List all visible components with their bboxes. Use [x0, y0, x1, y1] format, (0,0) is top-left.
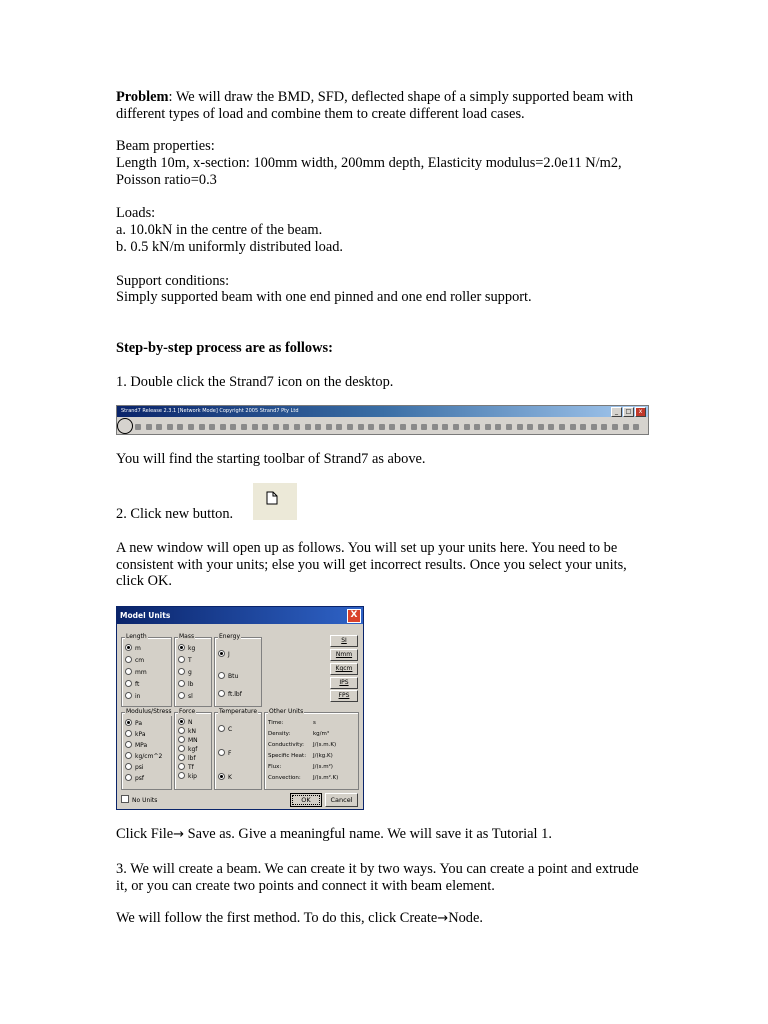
force-option-kip[interactable]: kip [178, 772, 197, 781]
length-option-mm[interactable]: mm [125, 668, 147, 677]
toolbar-tool-icon[interactable] [474, 424, 480, 430]
support-text: Simply supported beam with one end pinned and one end roller support. [116, 289, 532, 305]
new-window-text: A new window will open up as follows. You will set up your units here. You need to be consistent with your units; else you will get incorrect results. Once you select your units, click OK. [116, 540, 627, 589]
mass-group [174, 633, 212, 707]
stress-option-kpa[interactable]: kPa [125, 730, 146, 739]
maximize-button[interactable]: □ [623, 407, 634, 417]
problem-text: : We will draw the BMD, SFD, deflected shape of a simply supported beam with different types of load and combine them to create different load cases. [116, 89, 634, 122]
toolbar-tool-icon[interactable] [548, 424, 554, 430]
toolbar-tool-icon[interactable] [241, 424, 247, 430]
flux-label: Flux: [268, 764, 282, 770]
dialog-close-button[interactable]: X [347, 609, 361, 623]
support-heading: Support conditions: [116, 273, 230, 289]
length-option-cm[interactable]: cm [125, 656, 144, 665]
toolbar-tool-icon[interactable] [135, 424, 141, 430]
kgcm-units-button[interactable]: Kgcm [330, 663, 358, 675]
load-b: b. 0.5 kN/m uniformly distributed load. [116, 239, 344, 255]
toolbar-tool-icon[interactable] [442, 424, 448, 430]
toolbar-tool-icon[interactable] [538, 424, 544, 430]
toolbar-tool-icon[interactable] [167, 424, 173, 430]
toolbar-tool-icon[interactable] [612, 424, 618, 430]
other-units-group [264, 708, 359, 790]
save-as-instruction: Click File→ Save as. Give a meaningful name. We will save it as Tutorial 1. [116, 826, 552, 842]
toolbar-tool-icon[interactable] [379, 424, 385, 430]
right-arrow-icon: → [173, 827, 185, 842]
window-buttons [611, 407, 646, 417]
toolbar-tool-icon[interactable] [273, 424, 279, 430]
toolbar-caption: You will find the starting toolbar of Strand7 as above. [116, 451, 426, 467]
temperature-group-label: Temperature [219, 708, 258, 715]
toolbar-tool-icon[interactable] [591, 424, 597, 430]
stress-option-mpa[interactable]: MPa [125, 741, 147, 750]
toolbar-tool-icon[interactable] [400, 424, 406, 430]
toolbar-tool-icon[interactable] [421, 424, 427, 430]
force-option-mn[interactable]: MN [178, 736, 198, 745]
toolbar-tool-icon[interactable] [559, 424, 565, 430]
fps-units-button[interactable]: FPS [330, 690, 358, 702]
cancel-button[interactable]: Cancel [325, 793, 358, 807]
energy-group-label: Energy [219, 633, 241, 640]
toolbar-tool-icon[interactable] [411, 424, 417, 430]
mass-option-kg[interactable]: kg [178, 644, 195, 653]
conductivity-label: Conductivity: [268, 742, 305, 748]
problem-label: Problem [116, 89, 169, 105]
length-option-ft[interactable]: ft [125, 680, 139, 689]
step-2: 2. Click new button. [116, 506, 234, 522]
toolbar-tool-icon[interactable] [368, 424, 374, 430]
toolbar-tool-icon[interactable] [485, 424, 491, 430]
si-units-button[interactable]: SI [330, 635, 358, 647]
temperature-option-k[interactable]: K [218, 773, 232, 782]
toolbar-tool-icon[interactable] [358, 424, 364, 430]
temperature-option-c[interactable]: C [218, 725, 232, 734]
mass-option-sl[interactable]: sl [178, 692, 193, 701]
minimize-button[interactable]: _ [611, 407, 622, 417]
temperature-option-f[interactable]: F [218, 749, 231, 758]
no-units-label: No Units [132, 797, 158, 804]
step-3: 3. We will create a beam. We can create it by two ways. You can create a point and extrude it, or you can create two points and connect it with beam element. [116, 861, 639, 894]
force-option-lbf[interactable]: lbf [178, 754, 196, 763]
length-group-label: Length [126, 633, 147, 640]
beam-properties-text: Length 10m, x-section: 100mm width, 200mm depth, Elasticity modulus=2.0e11 N/m2, Poisson ratio=0.3 [116, 155, 622, 188]
toolbar-tool-icon[interactable] [262, 424, 268, 430]
toolbar-tool-icon[interactable] [209, 424, 215, 430]
step-1: 1. Double click the Strand7 icon on the desktop. [116, 374, 394, 390]
mass-option-lb[interactable]: lb [178, 680, 193, 689]
force-group-label: Force [179, 708, 196, 715]
mass-option-g[interactable]: g [178, 668, 192, 677]
toolbar-tool-icon[interactable] [527, 424, 533, 430]
toolbar-tool-icon[interactable] [347, 424, 353, 430]
close-button[interactable]: x [635, 407, 646, 417]
force-option-kgf[interactable]: kgf [178, 745, 197, 754]
toolbar-tool-icon[interactable] [199, 424, 205, 430]
conductivity-value: J/(s.m.K) [313, 742, 337, 748]
new-button-image[interactable] [253, 483, 297, 520]
stress-option-psf[interactable]: psf [125, 774, 144, 783]
toolbar-tool-icon[interactable] [177, 424, 183, 430]
toolbar-tool-icon[interactable] [188, 424, 194, 430]
stress-option-pa[interactable]: Pa [125, 719, 142, 728]
mass-option-t[interactable]: T [178, 656, 192, 665]
temperature-group [214, 708, 262, 790]
toolbar-title: Strand7 Release 2.3.1 [Network Mode] Copyright 2005 Strand7 Pty Ltd [117, 406, 648, 417]
length-option-m[interactable]: m [125, 644, 141, 653]
energy-option-btu[interactable]: Btu [218, 672, 238, 681]
toolbar-tool-icon[interactable] [623, 424, 629, 430]
toolbar-tool-icon[interactable] [283, 424, 289, 430]
density-value: kg/m³ [313, 731, 330, 737]
energy-option-j[interactable]: J [218, 650, 230, 659]
model-units-dialog [116, 606, 364, 810]
stress-group-label: Modulus/Stress [126, 708, 172, 715]
force-group [174, 708, 212, 790]
ok-button[interactable]: OK [290, 793, 322, 807]
beam-heading: Beam properties: [116, 138, 215, 154]
specific-heat-label: Specific Heat: [268, 753, 307, 759]
convection-value: J/(s.m².K) [313, 775, 339, 781]
nmm-units-button[interactable]: Nmm [330, 649, 358, 661]
toolbar-tool-icon[interactable] [156, 424, 162, 430]
dialog-titlebar [117, 607, 363, 624]
toolbar-tool-icon[interactable] [315, 424, 321, 430]
ips-units-button[interactable]: IPS [330, 677, 358, 689]
toolbar-tool-icon[interactable] [389, 424, 395, 430]
energy-option-ftlbf[interactable]: ft.lbf [218, 690, 242, 699]
dialog-title: Model Units [120, 611, 171, 620]
stress-group [121, 708, 172, 790]
time-value: s [313, 720, 316, 726]
right-arrow-icon: → [437, 911, 449, 926]
toolbar-tool-icon[interactable] [294, 424, 300, 430]
specific-heat-value: J/(kg.K) [313, 753, 333, 759]
toolbar-tool-icon[interactable] [633, 424, 639, 430]
stress-option-kgcm2[interactable]: kg/cm^2 [125, 752, 162, 761]
toolbar-tool-icon[interactable] [336, 424, 342, 430]
new-file-icon [265, 491, 279, 505]
convection-label: Convection: [268, 775, 301, 781]
length-group [121, 633, 172, 707]
toolbar-tool-icon[interactable] [252, 424, 258, 430]
toolbar-tool-icon[interactable] [580, 424, 586, 430]
other-units-label: Other Units [269, 708, 304, 715]
strand7-toolbar-screenshot [116, 405, 649, 435]
toolbar-icons [123, 422, 644, 432]
toolbar-tool-icon[interactable] [230, 424, 236, 430]
force-option-kn[interactable]: kN [178, 727, 196, 736]
toolbar-tool-icon[interactable] [305, 424, 311, 430]
loads-heading: Loads: [116, 205, 156, 221]
toolbar-tool-icon[interactable] [220, 424, 226, 430]
toolbar-tool-icon[interactable] [432, 424, 438, 430]
length-option-in[interactable]: in [125, 692, 140, 701]
toolbar-tool-icon[interactable] [146, 424, 152, 430]
mass-group-label: Mass [179, 633, 195, 640]
toolbar-tool-icon[interactable] [326, 424, 332, 430]
force-option-n[interactable]: N [178, 718, 193, 727]
energy-group [214, 633, 262, 707]
load-a: a. 10.0kN in the centre of the beam. [116, 222, 323, 238]
toolbar-tool-icon[interactable] [495, 424, 501, 430]
toolbar-tool-icon[interactable] [601, 424, 607, 430]
toolbar-tool-icon[interactable] [570, 424, 576, 430]
stress-option-psi[interactable]: psi [125, 763, 144, 772]
flux-value: J/(s.m²) [313, 764, 333, 770]
toolbar-tool-icon[interactable] [506, 424, 512, 430]
toolbar-tool-icon[interactable] [453, 424, 459, 430]
density-label: Density: [268, 731, 291, 737]
steps-heading: Step-by-step process are as follows: [116, 340, 333, 356]
follow-method-instruction: We will follow the first method. To do this, click Create→Node. [116, 910, 483, 926]
problem-paragraph [116, 89, 651, 122]
toolbar-tool-icon[interactable] [464, 424, 470, 430]
time-label: Time: [268, 720, 284, 726]
toolbar-tool-icon[interactable] [517, 424, 523, 430]
force-option-tf[interactable]: Tf [178, 763, 194, 772]
no-units-checkbox[interactable] [121, 795, 157, 805]
